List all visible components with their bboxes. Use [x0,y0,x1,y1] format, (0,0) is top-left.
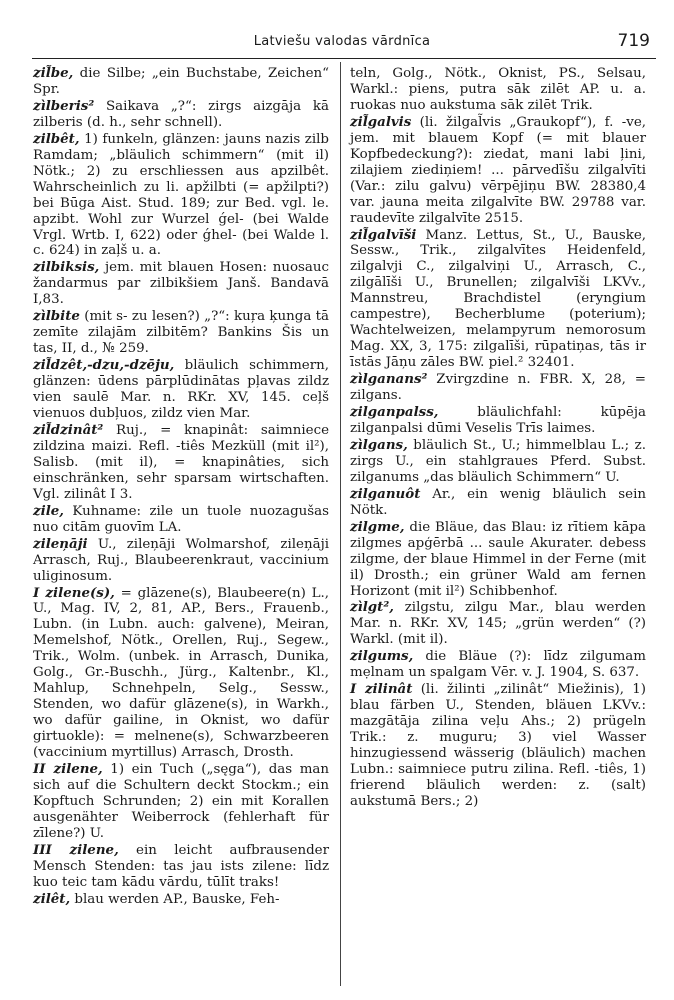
entry-text: Ruj., = knapinât: saimniece zildzina maizi. Refl. -tiês Mezküll (mit il²), Salisb. (mit il), = knapinâties, sich einschränken, sehr sparsam wirtschaften. Vgl. zilinât I 3. [33,422,329,502]
headword: zilganpalss, [350,404,439,421]
dictionary-entry [33,358,329,422]
entry-text: blau werden AP., Bauske, Feh- [70,891,280,907]
dictionary-entry [33,586,329,761]
entry-text: (mit s- zu lesen?) „?“: kuŗa ķunga tā zemīte zilajām zilbitēm? Bankins Šis un tas, II, d., № 259. [33,309,329,357]
headword: zilbiksis, [33,259,100,276]
dictionary-entry [350,228,646,372]
entry-text: die Bläue, das Blau: iz rītiem kāpa zilgmes apģērbā ... saule Akurater. debess zilgme, der blaue Himmel in der Ferne (mit il) Drosth.; ein grüner Wald am fernen Horizont (mit il²) Schibbenhof. [350,519,646,599]
right-column [350,66,646,811]
dictionary-entry [350,600,646,648]
entry-text: (li. žilinti „zilinât“ Miežinis), 1) blau färben U., Stenden, bläuen LKVv.: mazgātāja zilina veļu Ahs.; 2) prügeln Trik.: z. muguru; 3) viel Wasser hinzugiessend wässerig (bläulich) machen Lubn.: saimniece putru zilina. Refl. -tiês, 1) frierend bläulich werden: z. (salt) aukstumā Bers.; 2) [350,682,647,809]
entry-text: U., zileņāji Wolmarshof, zileņāji Arrasch, Ruj., Blaubeerenkraut, vaccinium uliginosum. [33,536,329,584]
headword: III zilene, [33,841,119,858]
dictionary-entry [33,423,329,503]
dictionary-entry [33,892,329,908]
dictionary-entry [33,260,329,308]
headword: zil̃dzinât² [33,421,104,438]
headword: zilgme, [350,518,405,535]
dictionary-entry [350,487,646,519]
entry-text: teln, Golg., Nötk., Oknist, PS., Selsau, Warkl.: piens, putra sāk zilēt AP. u. a. ruokas nuo aukstuma sāk zilēt Trik. [350,66,646,113]
dictionary-entry [350,405,646,437]
entry-text: = glāzene(s), Blaubeere(n) L., U., Mag. IV, 2, 81, AP., Bers., Frauenb., Lubn. (in Lubn. auch: galvene), Meiran, Memelshof, Nötk., Orellen, Ruj., Segew., Trik., Wolm. (unbek. in Arrasch, Dunika, Golg., Gr.-Buschh., Jürg., Kaltenbr., Kl., Mahlup, Schnehpeln, Selg., Sessw., Stenden, wo dafür glāzene(s), in Warkh., wo dafür gailine, in Oknist, wo dafür girtuokle): = melnene(s), Schwarzbeeren (vaccinium myrtillus) Arrasch, Drosth. [33,585,329,761]
entry-text: Manz. Lettus, St., U., Bauske, Sessw., Trik., zilgalvītes Heidenfeld, zilgalvji C., zilgalviņi U., Arrasch, C., zilgālīši U., Brunellen; zilgalvīši LKVv., Mannstreu, Brachdistel (eryngium campestre), Becherblume (poterium); Wachtelweizen, melampyrum nemorosum Mag. XX, 3, 175: zilgalīši, rūpatiņas, tās ir īstās Jāņu zāles BW. piel.² 32401. [350,227,646,371]
headword: zilgums, [350,648,414,665]
running-title: Latviešu valodas vārdnīca [253,34,431,49]
dictionary-entry [350,438,646,486]
dictionary-entry [33,132,329,260]
page-number: 719 [617,31,650,51]
headword: zìlganans² [350,371,428,388]
headword: I zilinât [350,681,413,698]
entry-text: bläulichfahl: kūpēja zilganpalsi dūmi Veselis Trīs laimes. [350,405,646,436]
headword: zil̃galvis [350,113,412,130]
dictionary-entry [33,66,329,98]
dictionary-entry [350,115,646,227]
dictionary-entry [350,682,646,810]
entry-text: 1) ein Tuch („sęga“), das man sich auf die Schultern deckt Stockm.; ein Kopftuch Schrunden; 2) ein mit Korallen ausgenähter Weiberrock (fehlerhaft für zīlene?) U. [33,761,330,841]
entry-text: (li. žilgal̃vis „Graukopf“), f. -ve, jem. mit blauem Kopf (= mit blauer Kopfbedeckung?): ziedat, mani labi ļini, zilajiem ziediņiem! ... pārvedīšu zilgalvīti (Var.: zilu galvu) vērpējiņu BW. 28380,4 var. jauna meita zilgalvīte BW. 29788 var. raudevīte zilgalvīte 2515. [350,114,646,226]
entry-text: die Silbe; „ein Buchstabe, Zeichen“ Spr. [33,66,329,97]
entry-text: zilgstu, zilgu Mar., blau werden Mar. n. RKr. XV, 145; „grün werden“ (?) Warkl. (mit il). [350,600,646,648]
entry-text: ein leicht aufbrausender Mensch Stenden: tas jau ists zilene: līdz kuo teic tam kādu vārdu, tūlīt traks! [33,842,329,890]
headword: zilbêt, [33,130,80,147]
entry-text: Ar., ein wenig bläulich sein Nötk. [350,486,646,518]
headword: zilganuôt [350,485,421,502]
headword: zìlbite [33,308,80,325]
headword: zil̃be, [33,65,74,81]
headword: zìlgt², [350,599,394,616]
column-divider [340,62,341,986]
dictionary-entry [33,762,329,842]
entry-text: 1) funkeln, glänzen: jauns nazis zilb Ramdam; „bläulich schimmern“ (mit il) Nötk.; 2) zu erschliessen aus apzilbêt. Wahrscheinlich zu li. apžilbti (= apžilpti?) bei Būga Aist. Stud. 189; zur Bed. vgl. le. apzibt. Wohl zur Wurzel ǵel- (bei Walde Vrgl. Wrtb. I, 622) oder ǵhel- (bei Walde l. c. 624) in zaļš u. a. [33,131,329,259]
headword: zileņāji [33,535,88,552]
entry-text: jem. mit blauen Hosen: nuosauc žandarmus par zilbikšiem Janš. Bandavā I,83. [33,260,329,308]
dictionary-entry [350,520,646,600]
left-column [33,66,329,909]
dictionary-entry [33,504,329,536]
dictionary-entry [350,372,646,404]
headword: I zilene(s), [33,584,115,601]
headword: zìlberis² [33,97,95,114]
dictionary-entry [350,66,646,114]
dictionary-entry [33,309,329,357]
page-header [30,31,654,56]
headword: zilêt, [33,890,71,907]
entry-text: Kuhname: zile un tuole nuozagušas nuo citām guovīm LA. [33,503,329,535]
dictionary-entry [33,99,329,131]
headword: II zilene, [33,760,103,777]
headword: zìlgans, [350,436,408,453]
dictionary-entry [33,537,329,585]
dictionary-entry [350,649,646,681]
entry-text: die Bläue (?): līdz zilgumam mẹlnam un spalgam Vēr. v. J. 1904, S. 637. [350,649,646,681]
headword: zil̃galvīši [350,226,417,243]
headword: zile, [33,502,64,519]
entry-text: Zvirgzdine n. FBR. X, 28, = zilgans. [350,372,646,404]
entry-text: bläulich schimmern, glänzen: ūdens pārplūdinātas pļavas zildz vien saulē Mar. n. RKr. XV, 145. ceļš vienuos dubļuos, zildz vien Mar. [33,358,329,422]
entry-text: bläulich St., U.; himmelblau L.; z. zirgs U., ein stahlgraues Pferd. Subst. zilganums „das bläulich Schimmern“ U. [350,437,646,485]
entry-text: Saikava „?“: zirgs aizgāja kā zilberis (d. h., sehr schnell). [33,98,329,130]
dictionary-entry [33,843,329,891]
header-rule [32,58,656,59]
headword: zil̃dzêt,-dzu,-dzēju, [33,357,175,374]
